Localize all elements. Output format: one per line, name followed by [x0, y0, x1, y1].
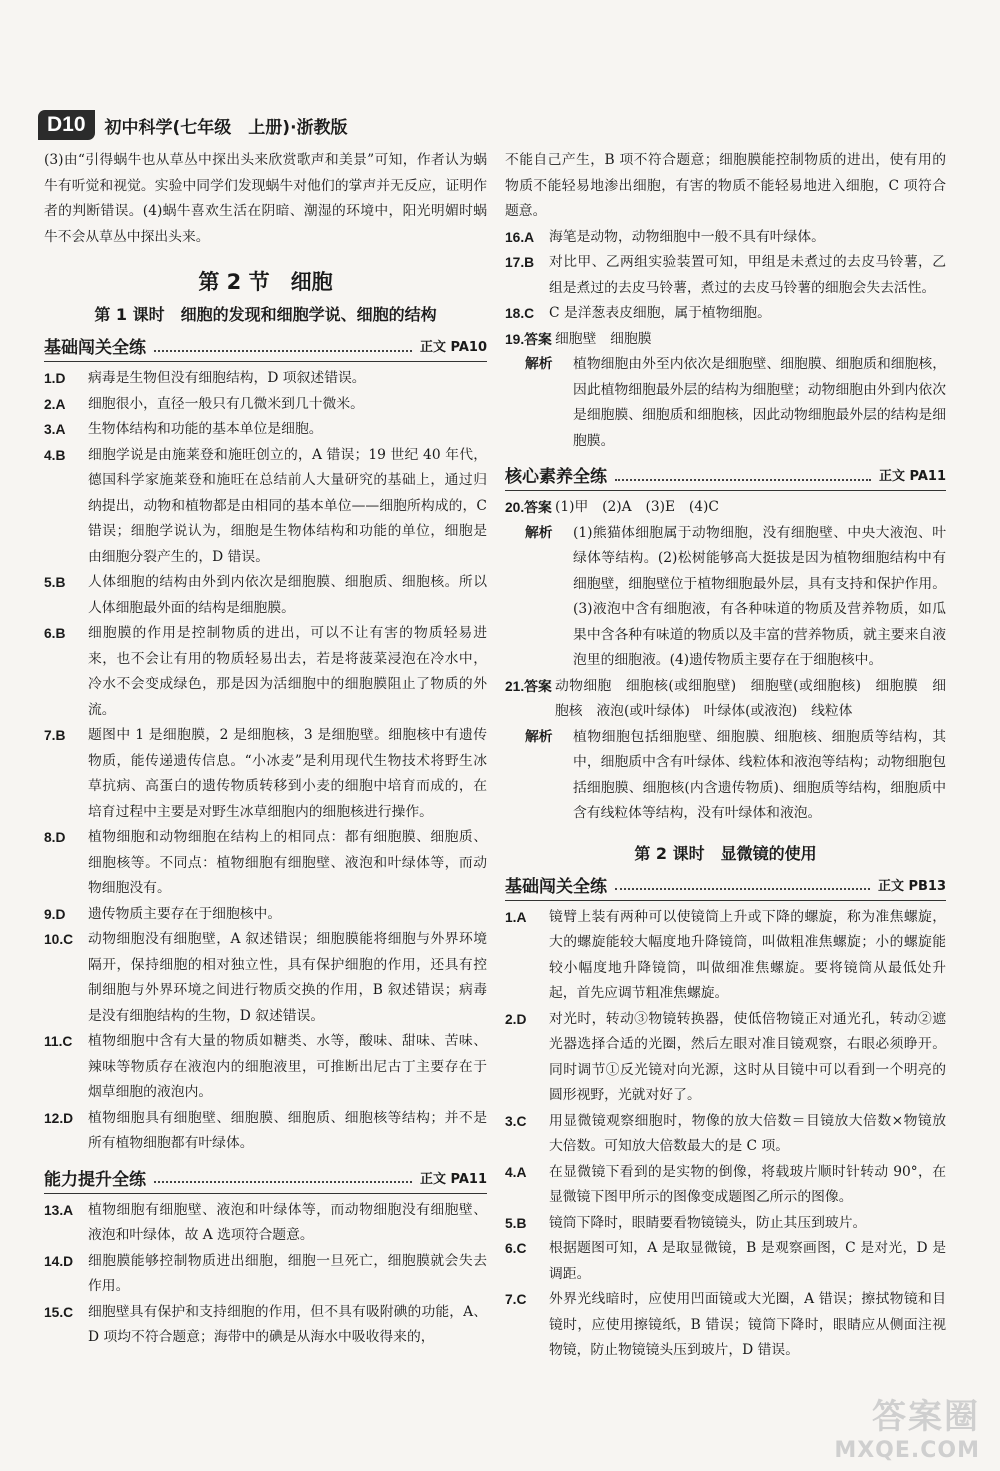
- watermark-text: 答案圈: [872, 1397, 980, 1437]
- answer-list: [44, 366, 487, 1157]
- analysis-text: (1)熊猫体细胞属于动物细胞，没有细胞壁、中央大液泡、叶绿体等结构。(2)松树能够高大挺拔是因为植物细胞结构中有细胞壁，细胞壁位于植物细胞最外层，具有支持和保护作用。(3)液泡中含有细胞液，有各种味道的物质及营养物质，如瓜果中含各种有味道的物质以及丰富的营养物质，就主要来自液泡里的细胞液。(4)遗传物质主要存在于细胞核中。: [573, 524, 946, 668]
- answer-number: 20.答案: [505, 500, 552, 515]
- analysis-text: 植物细胞由外至内依次是细胞壁、细胞膜、细胞质和细胞核，因此植物细胞最外层的结构为细胞壁；动物细胞由外到内依次是细胞膜、细胞质和细胞核，因此动物细胞最外层的结构是细胞膜。: [573, 356, 946, 449]
- answer-number: 6.B: [44, 626, 66, 641]
- section-bar-title: 基础闯关全练: [44, 338, 146, 358]
- answer-text: 外界光线暗时，应使用凹面镜或大光圈，A 错误；擦拭物镜和目镜时，应使用擦镜纸，B 错误；镜筒下降时，眼睛应从侧面注视物镜，防止物镜镜头压到玻片，D 错误。: [549, 1291, 946, 1358]
- answer-item: [44, 1029, 487, 1106]
- answer-text: 病毒是生物但没有细胞结构，D 项叙述错误。: [88, 370, 366, 386]
- answer-text: 对比甲、乙两组实验装置可知，甲组是未煮过的去皮马铃薯，乙组是煮过的去皮马铃薯，煮过的去皮马铃薯的细胞会失去活性。: [549, 254, 946, 296]
- answer-item: [505, 301, 946, 327]
- answer-item: [44, 927, 487, 1029]
- continued-paragraph: 不能自己产生，B 项不符合题意；细胞膜能控制物质的进出，使有用的物质不能轻易地渗出细胞，有害的物质不能轻易地进入细胞，C 项符合题意。: [505, 152, 946, 219]
- answer-number: 17.B: [505, 255, 535, 270]
- section-bar-title: 能力提升全练: [44, 1169, 146, 1190]
- answer-number: 11.C: [44, 1034, 73, 1049]
- answer-number: 3.A: [44, 422, 66, 437]
- answer-number: 7.B: [44, 728, 66, 743]
- answer-number: 5.B: [44, 575, 66, 590]
- answer-text: 遗传物质主要存在于细胞核中。: [88, 905, 282, 922]
- analysis-block: [525, 521, 946, 674]
- answer-item: [505, 1109, 946, 1160]
- answer-list: [505, 905, 946, 1364]
- answer-text: 镜筒下降时，眼睛要看物镜镜头，防止其压到玻片。: [549, 1214, 867, 1231]
- answer-text: 根据题图可知，A 是取显微镜，B 是观察画图，C 是对光，D 是调距。: [549, 1240, 946, 1282]
- watermark-url: MXQE.COM: [834, 1438, 980, 1463]
- answer-number: 9.D: [44, 906, 66, 922]
- answer-number: 13.A: [44, 1202, 74, 1218]
- answer-item: [44, 570, 487, 621]
- answer-item: [505, 327, 946, 353]
- answer-item: [44, 1106, 487, 1157]
- analysis-block: [525, 725, 946, 827]
- answer-item: [505, 1236, 946, 1287]
- answer-number: 16.A: [505, 229, 535, 245]
- answer-item: [44, 392, 487, 418]
- answer-number: 4.B: [44, 447, 66, 463]
- answer-text: 细胞膜能够控制物质进出细胞，细胞一旦死亡，细胞膜就会失去作用。: [88, 1252, 487, 1294]
- dotted-leader: [615, 878, 870, 890]
- answer-item: [505, 225, 946, 251]
- answer-item: [505, 1160, 946, 1211]
- answer-number: 19.答案: [505, 331, 552, 347]
- answer-text: 动物细胞 细胞核(或细胞壁) 细胞壁(或细胞核) 细胞膜 细胞核 液泡(或叶绿体) 叶绿体(或液泡) 线粒体: [555, 677, 946, 719]
- answer-number: 1.A: [505, 909, 527, 925]
- answer-number: 14.D: [44, 1253, 74, 1269]
- section-bar-ability: [44, 1165, 487, 1194]
- answer-item: [505, 250, 946, 301]
- answer-text: 植物细胞具有细胞壁、细胞膜、细胞质、细胞核等结构；并不是所有植物细胞都有叶绿体。: [88, 1109, 487, 1151]
- answer-item: [44, 825, 487, 902]
- answer-number: 2.D: [505, 1011, 527, 1027]
- answer-number: 3.C: [505, 1113, 527, 1129]
- answer-number: 8.D: [44, 830, 66, 845]
- answer-item: [505, 495, 946, 521]
- answer-item: [44, 1198, 487, 1249]
- intro-paragraph: (3)由“引得蜗牛也从草丛中探出头来欣赏歌声和美景”可知，作者认为蜗牛有听觉和视觉。实验中同学们发现蜗牛对他们的掌声并无反应，证明作者的判断错误。(4)蜗牛喜欢生活在阴暗、潮湿的环境中，阳光明媚时蜗牛不会从草丛中探出头来。: [44, 152, 487, 245]
- analysis-label: 解析: [525, 524, 553, 541]
- page-reference: 正文 PA10: [419, 340, 487, 355]
- answer-item: [505, 1007, 946, 1109]
- answer-list: [44, 1198, 487, 1351]
- lesson-title: 第 1 课时 细胞的发现和细胞学说、细胞的结构: [94, 305, 437, 324]
- dotted-leader: [615, 469, 871, 481]
- answer-item: [505, 1287, 946, 1364]
- section-title: 第 2 节 细胞: [198, 270, 333, 294]
- page-reference: 正文 PA11: [878, 469, 946, 484]
- answer-item: [505, 905, 946, 1007]
- answer-text: 用显微镜观察细胞时，物像的放大倍数＝目镜放大倍数×物镜放大倍数。可知放大倍数最大的是 C 项。: [549, 1112, 946, 1154]
- answer-text: 细胞膜的作用是控制物质的进出，可以不让有害的物质轻易进来，也不会让有用的物质轻易出去，若是将菠菜浸泡在冷水中，冷水不会变成绿色，那是因为活细胞中的细胞膜阻止了物质的外流。: [88, 625, 487, 718]
- answer-item: [44, 366, 487, 392]
- answer-text: 细胞学说是由施莱登和施旺创立的，A 错误；19 世纪 40 年代，德国科学家施莱登和施旺在总结前人大量研究的基础上，通过归纳提出，动物和植物都是由相同的基本单位——细胞所构成的，C 错误；细胞学说认为，细胞是生物体结构和功能的单位，细胞是由细胞分裂产生的，D 错误。: [88, 446, 487, 565]
- answer-text: 镜臂上装有两种可以使镜筒上升或下降的螺旋，称为准焦螺旋，大的螺旋能较大幅度地升降镜筒，叫做粗准焦螺旋；小的螺旋能较小幅度地升降镜筒，叫做细准焦螺旋。要将镜筒从最低处升起，首先应调节粗准焦螺旋。: [549, 908, 946, 1001]
- answer-text: 细胞壁 细胞膜: [555, 330, 652, 347]
- analysis-text: 植物细胞包括细胞壁、细胞膜、细胞核、细胞质等结构，其中，细胞质中含有叶绿体、线粒体和液泡等结构；动物细胞包括细胞膜、细胞核(内含遗传物质)、细胞质等结构，细胞质中含有线粒体等结构，没有叶绿体和液泡。: [573, 728, 946, 821]
- answer-text: (1)甲 (2)A (3)E (4)C: [555, 499, 719, 515]
- answer-number: 1.D: [44, 371, 66, 386]
- answer-number: 12.D: [44, 1110, 74, 1126]
- section-bar-title: 核心素养全练: [505, 467, 607, 487]
- section-bar-basic: [44, 333, 487, 362]
- answer-item: [44, 902, 487, 928]
- page-reference: 正文 PA11: [419, 1171, 487, 1187]
- answer-item: [505, 674, 946, 725]
- answer-number: 10.C: [44, 932, 74, 947]
- answer-number: 2.A: [44, 396, 66, 412]
- answer-text: C 是洋葱表皮细胞，属于植物细胞。: [549, 305, 771, 321]
- answer-text: 动物细胞没有细胞壁，A 叙述错误；细胞膜能将细胞与外界环境隔开，保持细胞的相对独立性，具有保护细胞的作用，还具有控制细胞与外界环境之间进行物质交换的作用，B 叙述错误；病毒是没有细胞结构的生物，D 叙述错误。: [88, 931, 487, 1024]
- answer-item: [505, 1211, 946, 1237]
- dotted-leader: [154, 1171, 412, 1183]
- analysis-block: [525, 352, 946, 454]
- answer-text: 对光时，转动③物镜转换器，使低倍物镜正对通光孔，转动②遮光器选择合适的光圈，然后左眼对准目镜观察，右眼必须睁开。同时调节①反光镜对向光源，这时从目镜中可以看到一个明亮的圆形视野，光就对好了。: [549, 1010, 946, 1103]
- answer-list: [505, 225, 946, 353]
- analysis-label: 解析: [525, 728, 553, 745]
- answer-number: 5.B: [505, 1215, 527, 1231]
- left-column: [44, 148, 487, 1351]
- answer-number: 18.C: [505, 306, 535, 321]
- answer-text: 细胞很小，直径一般只有几微米到几十微米。: [88, 395, 364, 412]
- answer-item: [44, 1300, 487, 1351]
- right-column: [505, 148, 946, 1364]
- answer-item: [44, 723, 487, 825]
- page-number-badge: D10: [38, 110, 95, 140]
- section-bar-basic-2: [505, 872, 946, 901]
- answer-item: [44, 443, 487, 571]
- answer-text: 植物细胞和动物细胞在结构上的相同点：都有细胞膜、细胞质、细胞核等。不同点：植物细胞有细胞壁、液泡和叶绿体等，而动物细胞没有。: [88, 829, 487, 896]
- watermark-logo: [834, 1389, 980, 1463]
- answer-item: [44, 417, 487, 443]
- answer-number: 4.A: [505, 1164, 527, 1180]
- dotted-leader: [154, 340, 412, 352]
- answer-number: 7.C: [505, 1292, 527, 1307]
- section-bar-title: 基础闯关全练: [505, 876, 607, 897]
- answer-text: 在显微镜下看到的是实物的倒像，将载玻片顺时针转动 90°，在显微镜下图甲所示的图像变成题图乙所示的图像。: [549, 1163, 946, 1205]
- answer-text: 题图中 1 是细胞膜，2 是细胞核，3 是细胞壁。细胞核中有遗传物质，能传递遗传信息。“小冰麦”是利用现代生物技术将野生冰草抗病、高蛋白的遗传物质转移到小麦的细胞中培育而成的，在培育过程中主要是对野生冰草细胞内的细胞核进行操作。: [88, 727, 487, 820]
- answer-number: 6.C: [505, 1241, 527, 1256]
- answer-item: [44, 1249, 487, 1300]
- answer-text: 植物细胞有细胞壁、液泡和叶绿体等，而动物细胞没有细胞壁、液泡和叶绿体，故 A 选项符合题意。: [88, 1201, 487, 1243]
- answer-text: 海笔是动物，动物细胞中一般不具有叶绿体。: [549, 228, 825, 245]
- book-title: 初中科学(七年级 上册)·浙教版: [104, 117, 348, 138]
- page-reference: 正文 PB13: [877, 878, 946, 894]
- analysis-label: 解析: [525, 356, 553, 372]
- page-header: [38, 108, 348, 142]
- answer-item: [44, 621, 487, 723]
- answer-text: 植物细胞中含有大量的物质如糖类、水等，酸味、甜味、苦味、辣味等物质存在液泡内的细胞液里，可推断出尼古丁主要存在于烟草细胞的液泡内。: [88, 1033, 487, 1100]
- answer-text: 细胞壁具有保护和支持细胞的作用，但不具有吸附碘的功能，A、D 项均不符合题意；海带中的碘是从海水中吸收得来的，: [88, 1303, 487, 1345]
- answer-text: 人体细胞的结构由外到内依次是细胞膜、细胞质、细胞核。所以人体细胞最外面的结构是细胞膜。: [88, 574, 487, 616]
- section-bar-core: [505, 462, 946, 491]
- answer-text: 生物体结构和功能的基本单位是细胞。: [88, 421, 323, 437]
- lesson-title: 第 2 课时 显微镜的使用: [634, 843, 817, 863]
- answer-number: 21.答案: [505, 678, 552, 694]
- answer-number: 15.C: [44, 1304, 74, 1320]
